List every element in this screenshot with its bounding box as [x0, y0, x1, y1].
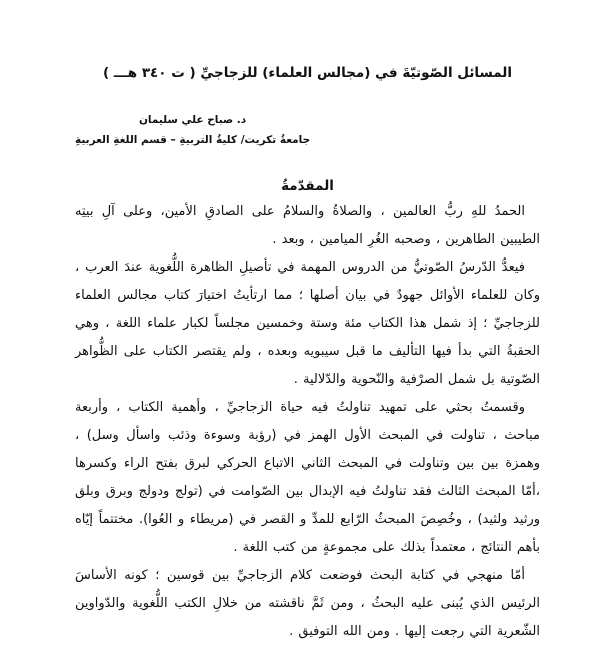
introduction-paragraph-1: الحمدُ للهِ ربُّ العالمين ، والصلاةُ والسلامُ على الصادقِ الأمين، وعلى آلِ بيتِه الطيبين الطاهرين ، وصحبه الغُرِ الميامين ، وبعد . — [75, 204, 540, 247]
author-block — [75, 110, 310, 150]
section-heading-introduction: المقدّمةُ — [281, 178, 334, 194]
author-name: د. صباح علي سليمان — [138, 114, 247, 126]
introduction-paragraph-4: أمّا منهجي في كتابة البحث فوضعت كلام الزجاجيِّ بين قوسين ؛ كونه الأساسَ الرئيس الذي يُبنى عليه البحثُ ، ومن ثَمَّ ناقشته من خلالِ الكتب اللُّغوية والدّواوين الشّعرية التي رجعت إليها . ومن الله التوفيق . — [75, 568, 540, 639]
introduction-paragraph-3: وقسمتُ بحثي على تمهيد تناولتُ فيه حياة الزجاجيِّ ، وأهمية الكتاب ، وأربعة مباحث ، تناولت في المبحث الأول الهمز في (رؤبة وسوءة وذئب واسأل وسل) ، وهمزة بين بين وتناولت في المبحث الثاني الاتباع الحركي لبرق بفتح الراء وكسرها ،أمّا المبحث الثالث فقد تناولتُ فيه الإبدال بين الصّوامت في (تولج ودولج وبرق وبلق ورثيد ولثيد) ، وخُصِصَ المبحثُ الرّابع للمدِّ و القصر في (مريطاء و العُوا). مختتماً إيّاه بأهم النتائج ، معتمداً بذلك على مجموعةٍ من كتب اللغة . — [75, 400, 540, 555]
introduction-paragraph-2: فيعدُّ الدّرسُ الصّوتيُّ من الدروس المهمة في تأصيلِ الظاهرة اللُّغوية عندَ العرب ، وكان للعلماء الأوائل جهودٌ في بيان أصلها ؛ مما ارتأيتُ اختيارَ كتاب مجالس العلماء للزجاجيِّ ؛ إذ شمل هذا الكتاب مئة وستة وخمسين مجلساً لكبار علماء اللغة ، وهي الحقبةُ التي بدأ فيها التأليف ما قبل سيبويه وبعده ، ولم يقتصر الكتاب على الظُّواهر الصّوتية بل شمل الصرْفية والنّحوية والدّلالية . — [75, 260, 540, 387]
author-affiliation: جامعةُ تكريت/ كليةُ التربيةِ – قسم اللغةِ العربيةِ — [75, 134, 311, 146]
author-section — [75, 110, 540, 150]
paper-title: المسائل الصّوتيّةَ في (مجالس العلماء) للزجاجيِّ ( ت ٣٤٠ هـــ ) — [103, 65, 512, 81]
